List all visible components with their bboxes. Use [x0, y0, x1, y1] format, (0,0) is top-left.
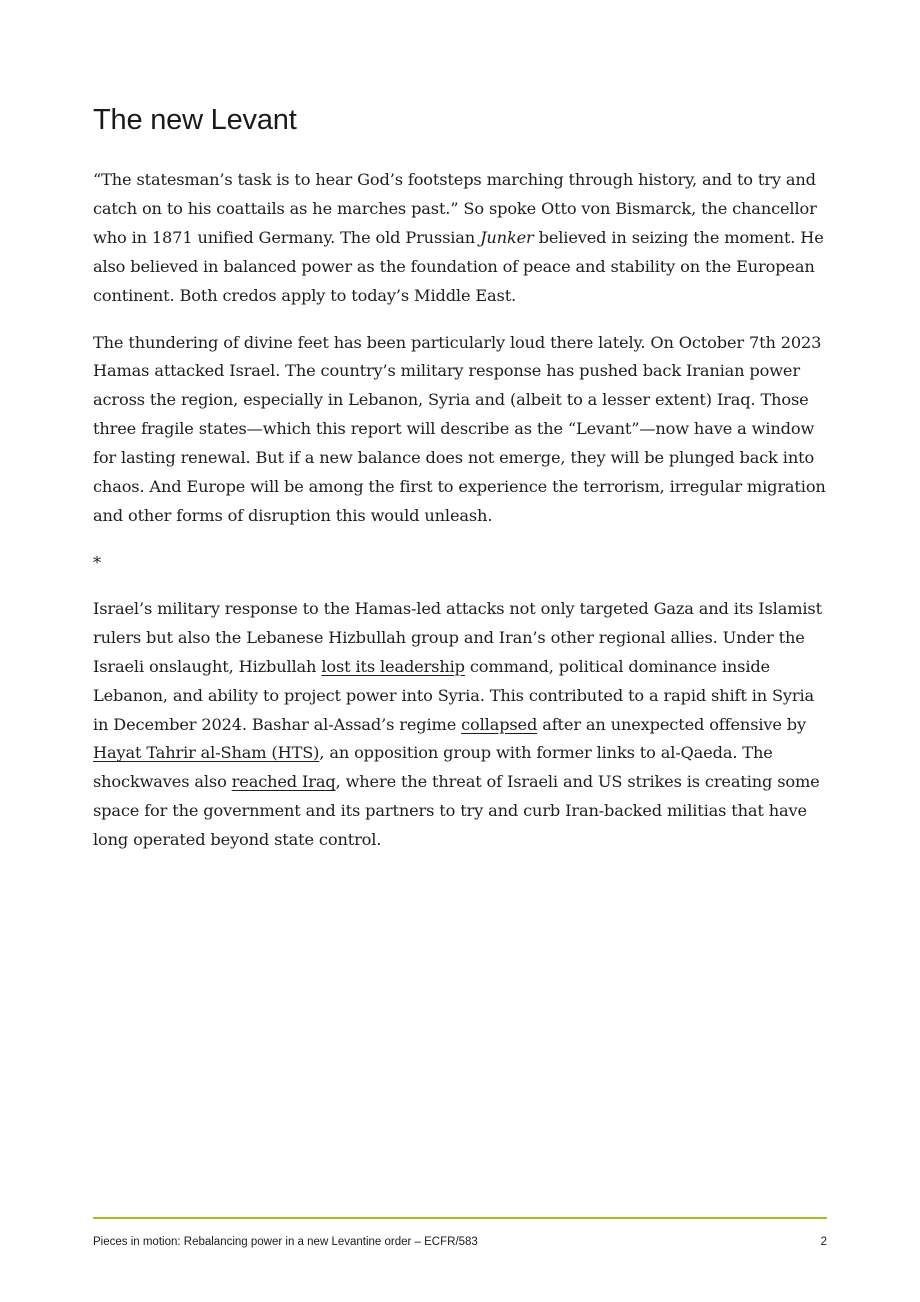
p3-text-4: , an opposition group with former links to al-Qaeda. The shockwaves also [93, 743, 773, 792]
p3-text-5: , where the threat of Israeli and US strikes is creating some space for the government and its partners to try and curb Iran-backed militias that have long operated beyond state control. [93, 772, 820, 850]
paragraph-israel-response [93, 595, 827, 855]
paragraph-bismarck [93, 166, 827, 311]
p1-emphasis-junker: Junker [480, 227, 534, 247]
p1-text-b: believed in seizing the moment. He also believed in balanced power as the foundation of peace and stability on the European continent. Both credos apply to today’s Middle East. [93, 227, 824, 305]
p3-text-2: command, political dominance inside Lebanon, and ability to project power into Syria. This contributed to a rapid shift in Syria in December 2024. Bashar al-Assad’s regime [93, 656, 815, 734]
footer-divider [93, 1217, 827, 1219]
section-separator: * [93, 552, 101, 572]
paragraph-thundering: The thundering of divine feet has been particularly loud there lately. On October 7th 2023 Hamas attacked Israel. The country’s military response has pushed back Iranian power across the region, especially in Lebanon, Syria and (albeit to a lesser extent) Iraq. Those three fragile states—which this report will describe as the “Levant”—now have a window for lasting renewal. But if a new balance does not emerge, they will be plunged back into chaos. And Europe will be among the first to experience the terrorism, irregular migration and other forms of disruption this would unleash. [93, 332, 826, 525]
article-body [93, 166, 827, 873]
footer-title: Pieces in motion: Rebalancing power in a new Levantine order – ECFR/583 [93, 1236, 478, 1248]
p3-text-1: Israel’s military response to the Hamas-led attacks not only targeted Gaza and its Islamist rulers but also the Lebanese Hizbullah group and Iran’s other regional allies. Under the Israeli onslaught, Hizbullah [93, 598, 822, 676]
page-number: 2 [820, 1236, 827, 1248]
link-collapsed[interactable]: collapsed [461, 714, 538, 734]
link-hayat-tahrir-al-sham[interactable]: Hayat Tahrir al-Sham (HTS) [93, 743, 320, 763]
link-reached-iraq[interactable]: reached Iraq [231, 772, 336, 792]
section-heading: The new Levant [93, 104, 297, 136]
p1-text-a: “The statesman’s task is to hear God’s footsteps marching through history, and to try and catch on to his coattails as he marches past.” So spoke Otto von Bismarck, the chancellor who in 1871 unified Germany. The old Prussian [93, 170, 817, 247]
link-lost-its-leadership[interactable]: lost its leadership [321, 656, 465, 676]
p3-text-3: after an unexpected offensive by [537, 714, 807, 734]
page-footer [93, 1236, 827, 1248]
